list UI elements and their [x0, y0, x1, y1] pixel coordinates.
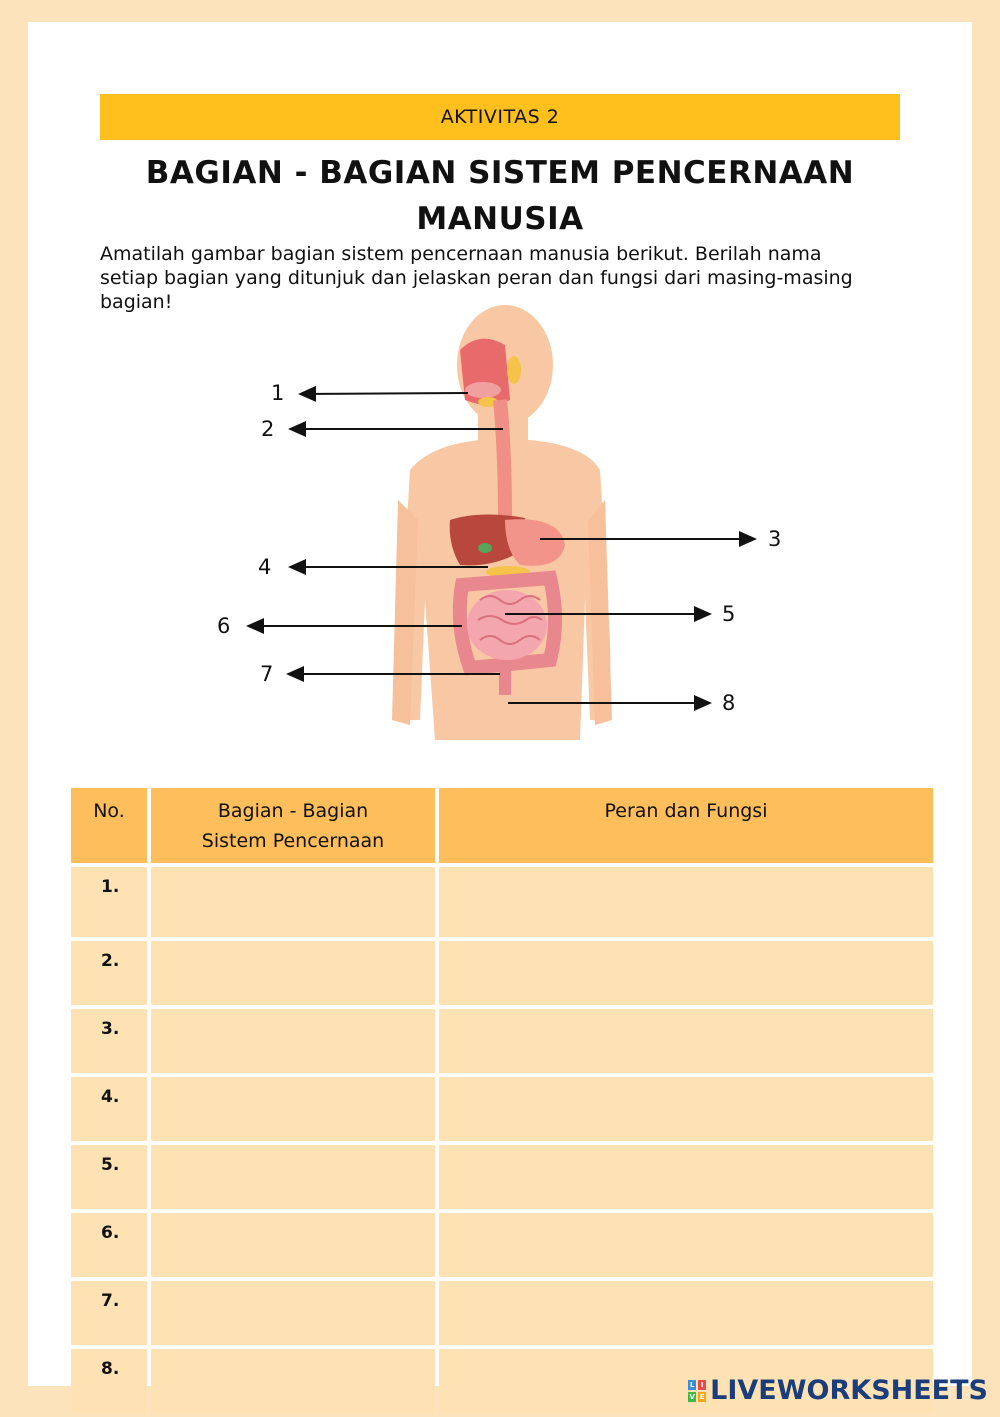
digestive-system-diagram	[0, 300, 1000, 760]
row-number: 3.	[71, 1009, 147, 1073]
function-answer-cell[interactable]	[439, 1145, 933, 1209]
row-number: 4.	[71, 1077, 147, 1141]
part-answer-cell[interactable]	[151, 1349, 435, 1413]
logo-letter: L	[689, 1380, 695, 1389]
logo-letter: E	[699, 1392, 705, 1401]
label-6: 6	[217, 614, 231, 638]
part-answer-cell[interactable]	[151, 1145, 435, 1209]
worksheet-title	[100, 150, 900, 242]
row-number: 6.	[71, 1213, 147, 1277]
title-line-2: MANUSIA	[416, 201, 584, 237]
table-row	[71, 941, 933, 1005]
header-part-line-1: Bagian - Bagian	[217, 800, 369, 822]
row-number: 5.	[71, 1145, 147, 1209]
header-part	[151, 788, 435, 863]
function-answer-cell[interactable]	[439, 867, 933, 937]
part-answer-cell[interactable]	[151, 1213, 435, 1277]
table-header-row	[71, 788, 933, 863]
function-answer-cell[interactable]	[439, 1281, 933, 1345]
function-answer-cell[interactable]	[439, 941, 933, 1005]
logo-letter: V	[689, 1392, 695, 1401]
label-3: 3	[768, 527, 782, 551]
label-8: 8	[722, 691, 736, 715]
answer-table	[67, 784, 937, 1417]
liveworksheets-footer[interactable]	[688, 1375, 988, 1406]
label-4: 4	[258, 555, 272, 579]
brand-name: LIVEWORKSHEETS	[710, 1375, 988, 1406]
part-answer-cell[interactable]	[151, 1009, 435, 1073]
function-answer-cell[interactable]	[439, 1077, 933, 1141]
label-2: 2	[261, 417, 275, 441]
header-no: No.	[71, 788, 147, 863]
part-answer-cell[interactable]	[151, 1077, 435, 1141]
esophagus	[500, 400, 505, 520]
table-row	[71, 1009, 933, 1073]
table-row	[71, 867, 933, 937]
header-part-line-2: Sistem Pencernaan	[201, 830, 385, 852]
table-row	[71, 1145, 933, 1209]
small-intestine	[467, 590, 547, 660]
logo-letter: I	[698, 1380, 706, 1390]
label-7: 7	[260, 662, 274, 686]
table-row	[71, 1281, 933, 1345]
part-answer-cell[interactable]	[151, 1281, 435, 1345]
label-1: 1	[271, 381, 285, 405]
title-line-1: BAGIAN - BAGIAN SISTEM PENCERNAAN	[145, 155, 855, 191]
row-number: 7.	[71, 1281, 147, 1345]
gallbladder	[478, 543, 492, 553]
activity-label: AKTIVITAS 2	[440, 106, 560, 128]
instructions-text: Amatilah gambar bagian sistem pencernaan manusia berikut. Berilah nama setiap bagian yang ditunjuk dan jelaskan peran dan fungsi dari masing-masing bagian!	[100, 243, 853, 313]
liveworksheets-logo-icon	[688, 1380, 706, 1402]
part-answer-cell[interactable]	[151, 941, 435, 1005]
row-number: 1.	[71, 867, 147, 937]
part-answer-cell[interactable]	[151, 867, 435, 937]
function-answer-cell[interactable]	[439, 1009, 933, 1073]
header-role-function: Peran dan Fungsi	[439, 788, 933, 863]
label-5: 5	[722, 602, 736, 626]
activity-banner	[100, 94, 900, 140]
function-answer-cell[interactable]	[439, 1213, 933, 1277]
table-row	[71, 1213, 933, 1277]
row-number: 2.	[71, 941, 147, 1005]
table-row	[71, 1077, 933, 1141]
row-number: 8.	[71, 1349, 147, 1413]
